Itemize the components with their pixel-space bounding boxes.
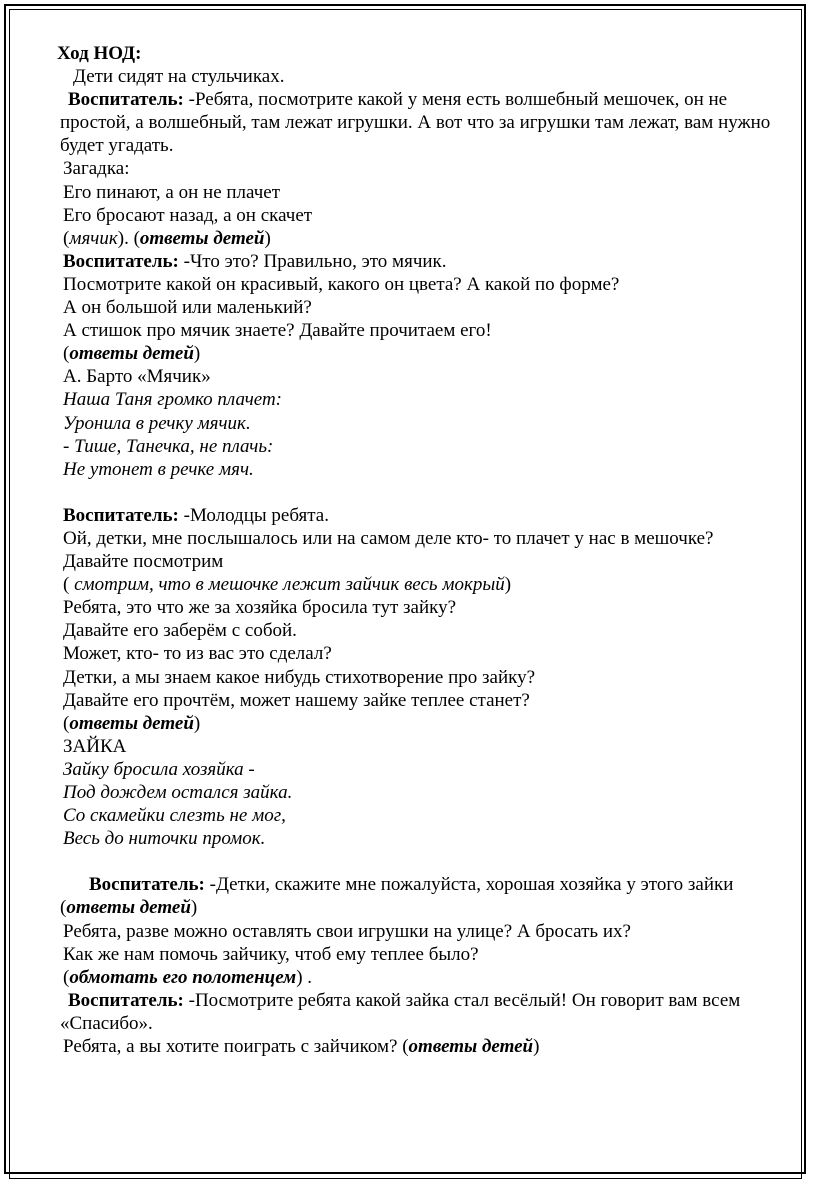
heading: Ход НОД: [57,43,142,64]
paragraph-4: Воспитатель: -Детки, скажите мне пожалуйста, хорошая хозяйка у этого зайки (ответы детей) [60,874,734,919]
intro-line: Дети сидят на стульчиках. [73,66,285,88]
text-line: Посмотрите какой он красивый, какого он цвета? А какой по форме? [63,273,620,295]
text-line: ( смотрим, что в мешочке лежит зайчик весь мокрый) [63,574,512,596]
text-line: Давайте посмотрим [63,551,224,573]
text-line: А стишок про мячик знаете? Давайте прочитаем его! [63,320,492,342]
poem-line: Не утонет в речке мяч. [63,458,254,480]
paragraph-5: Воспитатель: -Посмотрите ребята какой зайка стал весёлый! Он говорит вам всем «Спасибо». [60,989,741,1034]
riddle-line: Его пинают, а он не плачет [63,181,280,203]
text-line: Детки, а мы знаем какое нибудь стихотворение про зайку? [63,666,536,688]
blank-line [63,481,783,504]
poem-line: Уронила в речку мячик. [63,412,251,434]
paragraph-1: Воспитатель: -Ребята, посмотрите какой у меня есть волшебный мешочек, он не простой, а волшебный, там лежат игрушки. А вот что за игрушки там лежат, вам нужно будет угадать. [60,89,771,157]
children-answers-line: (ответы детей) [63,343,201,365]
poem-line: Весь до ниточки промок. [63,828,266,850]
text-line: Ребята, разве можно оставлять свои игрушки на улице? А бросать их? [63,920,631,942]
poem-title: ЗАЙКА [63,735,127,757]
text-line: Ой, детки, мне послышалось или на самом деле кто- то плачет у нас в мешочке? [63,527,714,549]
text-line: Давайте его прочтём, может нашему зайке теплее станет? [63,689,530,711]
text-line: А он большой или маленький? [63,297,312,319]
blank-line [63,850,783,873]
poem-title: А. Барто «Мячик» [63,366,211,388]
text-line: Давайте его заберём с собой. [63,620,297,642]
poem-line: Со скамейки слезть не мог, [63,805,286,827]
poem-line: - Тише, Танечка, не плачь: [63,435,274,457]
text-line: Как же нам помочь зайчику, чтоб ему теплее было? [63,943,479,965]
riddle-label: Загадка: [63,158,130,180]
text-line: Ребята, а вы хотите поиграть с зайчиком? (ответы детей) [63,1036,540,1058]
poem-line: Под дождем остался зайка. [63,782,293,803]
paragraph-2: Воспитатель: -Что это? Правильно, это мячик. [63,250,447,272]
document-body [57,42,783,1058]
text-line: Может, кто- то из вас это сделал? [63,643,332,665]
poem-line: Наша Таня громко плачет: [63,389,282,411]
children-answers-line: (ответы детей) [63,712,201,734]
poem-line: Зайку бросила хозяйка - [63,758,255,780]
riddle-answer: (мячик). (ответы детей) [63,227,271,249]
riddle-line: Его бросают назад, а он скачет [63,204,313,226]
paragraph-3: Воспитатель: -Молодцы ребята. [63,504,329,526]
text-line: Ребята, это что же за хозяйка бросила тут зайку? [63,597,457,619]
text-line: (обмотать его полотенцем) . [63,966,313,988]
